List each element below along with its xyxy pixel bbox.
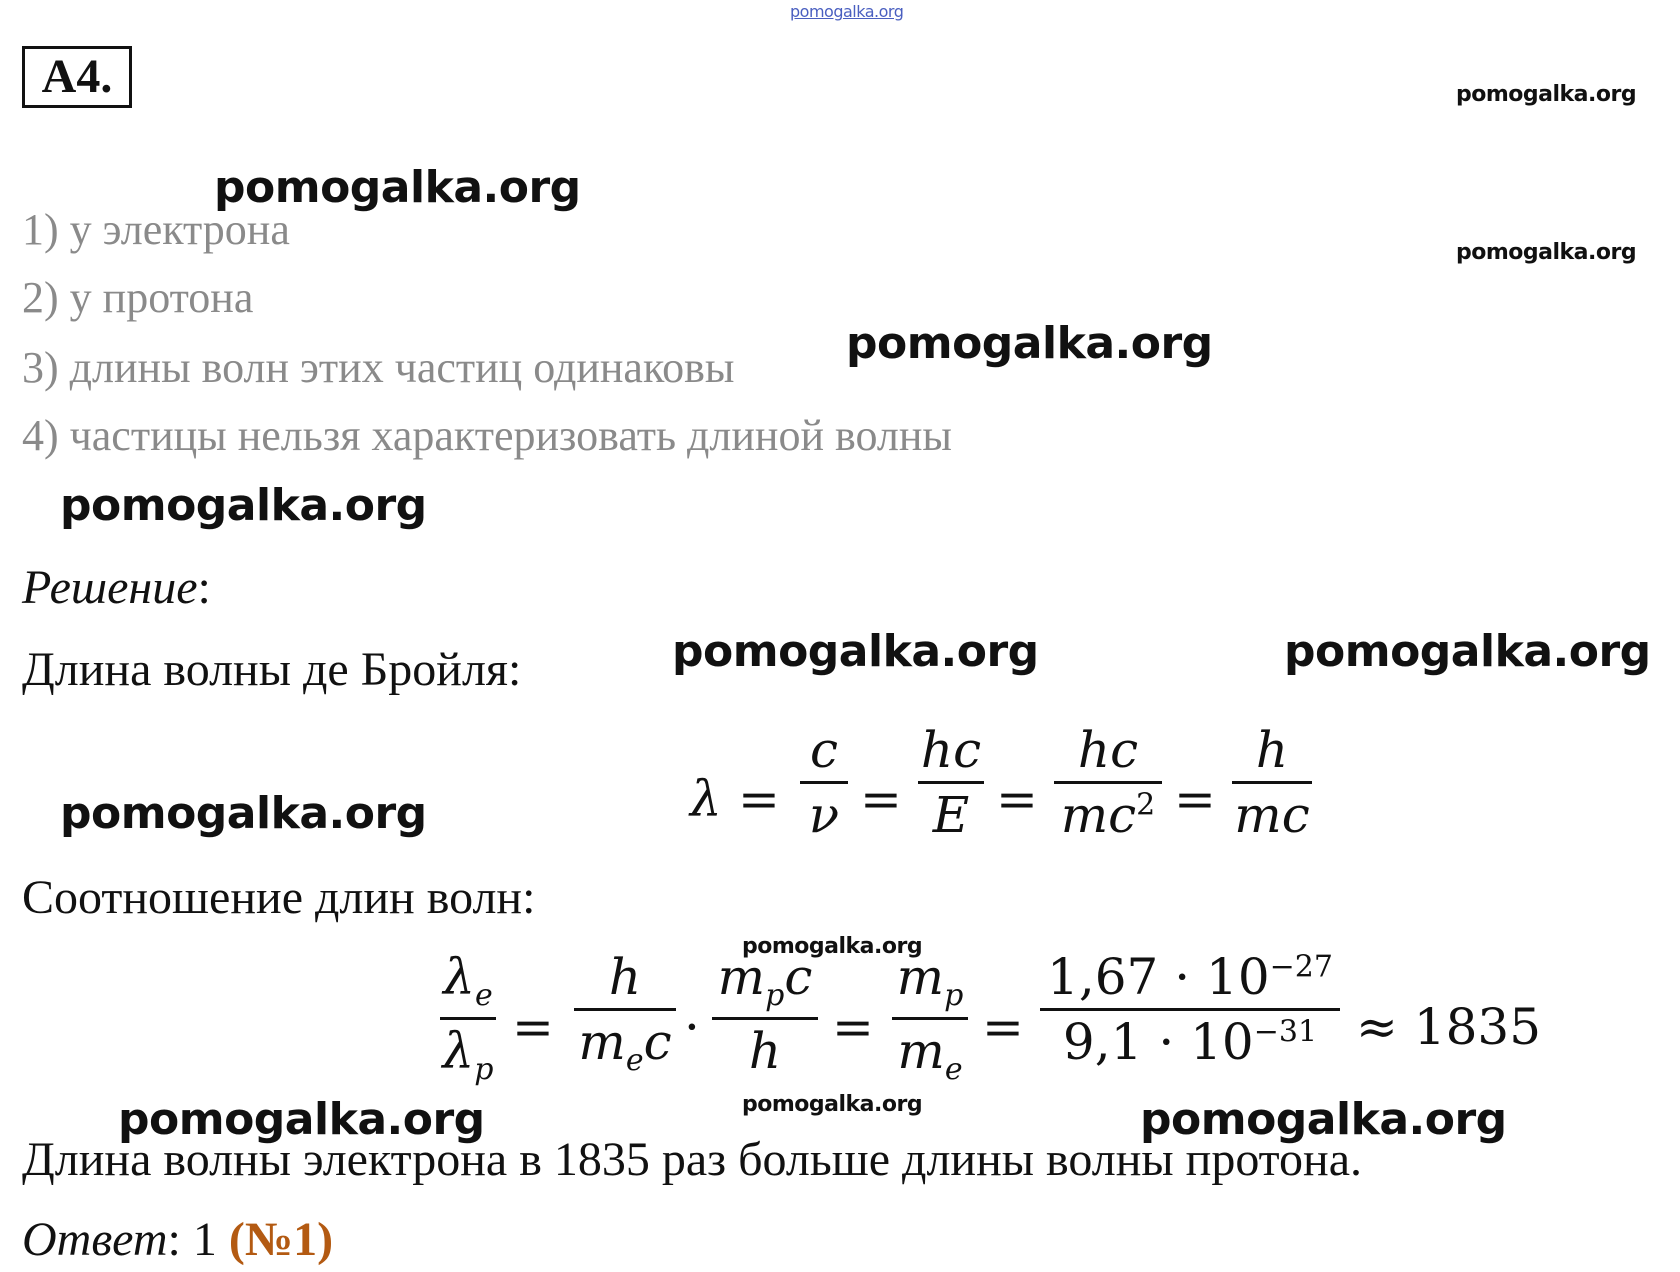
watermark: pomogalka.org	[1140, 1094, 1507, 1145]
answer-line	[22, 1212, 333, 1267]
formula2-c-num-base: m	[896, 948, 945, 1006]
formula2-d-num-base: 1,67 · 10	[1047, 948, 1270, 1006]
formula2-a-den	[574, 1013, 676, 1078]
watermark: pomogalka.org	[742, 1092, 923, 1117]
solution-heading-text: Решение	[22, 561, 198, 614]
formula2-b-num-tail: c	[784, 948, 813, 1006]
answer-colon: :	[167, 1213, 181, 1266]
formula1-f4-den: mc	[1234, 786, 1310, 844]
watermark: pomogalka.org	[118, 1094, 485, 1145]
formula2-c-den	[892, 1022, 968, 1087]
formula2-frac-lambdas	[440, 948, 496, 1087]
formula2-l-den-sub: p	[474, 1052, 494, 1087]
formula2-d-den-base: 9,1 · 10	[1062, 1013, 1254, 1071]
watermark: pomogalka.org	[60, 788, 427, 839]
formula2-l-num-sub: e	[474, 978, 493, 1013]
ratio-label: Соотношение длин волн:	[22, 871, 536, 924]
watermark: pomogalka.org	[1456, 82, 1637, 107]
formula2-b-num-base: m	[717, 948, 766, 1006]
formula-debroglie	[690, 721, 1330, 865]
answer-label: Ответ	[22, 1213, 168, 1266]
formula2-a-num: h	[608, 948, 642, 1006]
fraction-bar	[1054, 781, 1162, 784]
formula1-f3-num: hc	[1077, 721, 1139, 779]
formula2-a-den-base: m	[578, 1013, 626, 1071]
option-1: 1) у электрона	[22, 205, 290, 254]
watermark: pomogalka.org	[1456, 240, 1637, 265]
fraction-bar	[1040, 1008, 1340, 1011]
formula2-l-num	[440, 948, 496, 1013]
formula2-approx: ≈ 1835	[1356, 998, 1542, 1056]
watermark: pomogalka.org	[846, 318, 1213, 369]
formula2-l-den	[440, 1022, 496, 1087]
debroglie-label: Длина волны де Бройля:	[22, 643, 522, 696]
formula2-a-den-tail: c	[643, 1013, 672, 1071]
formula2-c-den-base: m	[897, 1022, 945, 1080]
formula2-d-num	[1040, 948, 1340, 1006]
task-label: A4.	[22, 46, 132, 108]
watermark: pomogalka.org	[1284, 626, 1651, 677]
formula2-l-den-base: λ	[442, 1022, 475, 1080]
answer-value: 1	[192, 1213, 217, 1266]
formula2-b-den: h	[748, 1022, 782, 1080]
option-2: 2) у протона	[22, 273, 254, 322]
formula2-b-num-sub: p	[765, 978, 785, 1013]
fraction-bar	[712, 1017, 818, 1020]
formula2-dot: ·	[684, 998, 700, 1056]
fraction-bar	[892, 1017, 968, 1020]
formula2-eq-2: =	[832, 998, 874, 1056]
formula1-eq-2: =	[860, 770, 902, 828]
formula2-c-num	[892, 948, 968, 1013]
formula2-frac-mpc-h	[712, 948, 818, 1080]
formula2-frac-mp-me	[892, 948, 968, 1087]
watermark: pomogalka.org	[672, 626, 1039, 677]
option-4: 4) частицы нельзя характеризовать длиной волны	[22, 411, 952, 460]
formula1-frac-hc-mc2	[1054, 721, 1162, 844]
watermark: pomogalka.org	[742, 934, 923, 959]
formula1-frac-c-nu	[800, 721, 848, 844]
option-3: 3) длины волн этих частиц одинаковы	[22, 343, 735, 392]
formula1-f3-den	[1054, 786, 1162, 844]
formula2-d-den	[1040, 1013, 1340, 1071]
formula1-frac-h-mc	[1232, 721, 1312, 844]
formula2-frac-h-mec	[574, 948, 676, 1078]
formula1-f4-num: h	[1255, 721, 1289, 779]
formula1-f1-den: ν	[808, 786, 840, 844]
formula2-l-num-base: λ	[443, 948, 475, 1006]
watermark-top[interactable]: pomogalka.org	[790, 2, 904, 21]
formula2-frac-values	[1040, 948, 1340, 1071]
formula2-d-num-exp: −27	[1269, 949, 1333, 985]
formula1-f1-num: c	[809, 721, 838, 779]
solution-heading	[22, 560, 211, 615]
formula1-eq-4: =	[1174, 770, 1216, 828]
formula1-eq-3: =	[996, 770, 1038, 828]
watermark: pomogalka.org	[60, 480, 427, 531]
formula2-c-den-sub: e	[944, 1052, 963, 1087]
formula1-f2-den: E	[932, 786, 970, 844]
formula1-frac-hc-e	[918, 721, 984, 844]
formula2-a-den-sub: e	[625, 1043, 644, 1078]
formula1-f3-den-exp: 2	[1136, 787, 1156, 823]
fraction-bar	[440, 1017, 496, 1020]
fraction-bar	[1232, 781, 1312, 784]
watermark: pomogalka.org	[214, 162, 581, 213]
formula1-lambda: λ	[690, 770, 722, 828]
answer-reference: (№1)	[228, 1213, 334, 1266]
fraction-bar	[574, 1008, 676, 1011]
formula2-c-num-sub: p	[944, 978, 964, 1013]
formula2-b-num	[712, 948, 818, 1013]
formula1-f2-num: hc	[920, 721, 982, 779]
formula2-eq-1: =	[512, 998, 554, 1056]
formula-ratio	[440, 948, 1580, 1102]
formula1-f3-den-base: mc	[1060, 786, 1137, 844]
formula1-eq-1: =	[738, 770, 780, 828]
fraction-bar	[918, 781, 984, 784]
solution-heading-colon: :	[197, 561, 211, 614]
formula2-d-den-exp: −31	[1253, 1014, 1318, 1050]
formula2-eq-3: =	[982, 998, 1024, 1056]
conclusion: Длина волны электрона в 1835 раз больше длины волны протона.	[22, 1133, 1363, 1186]
fraction-bar	[800, 781, 848, 784]
